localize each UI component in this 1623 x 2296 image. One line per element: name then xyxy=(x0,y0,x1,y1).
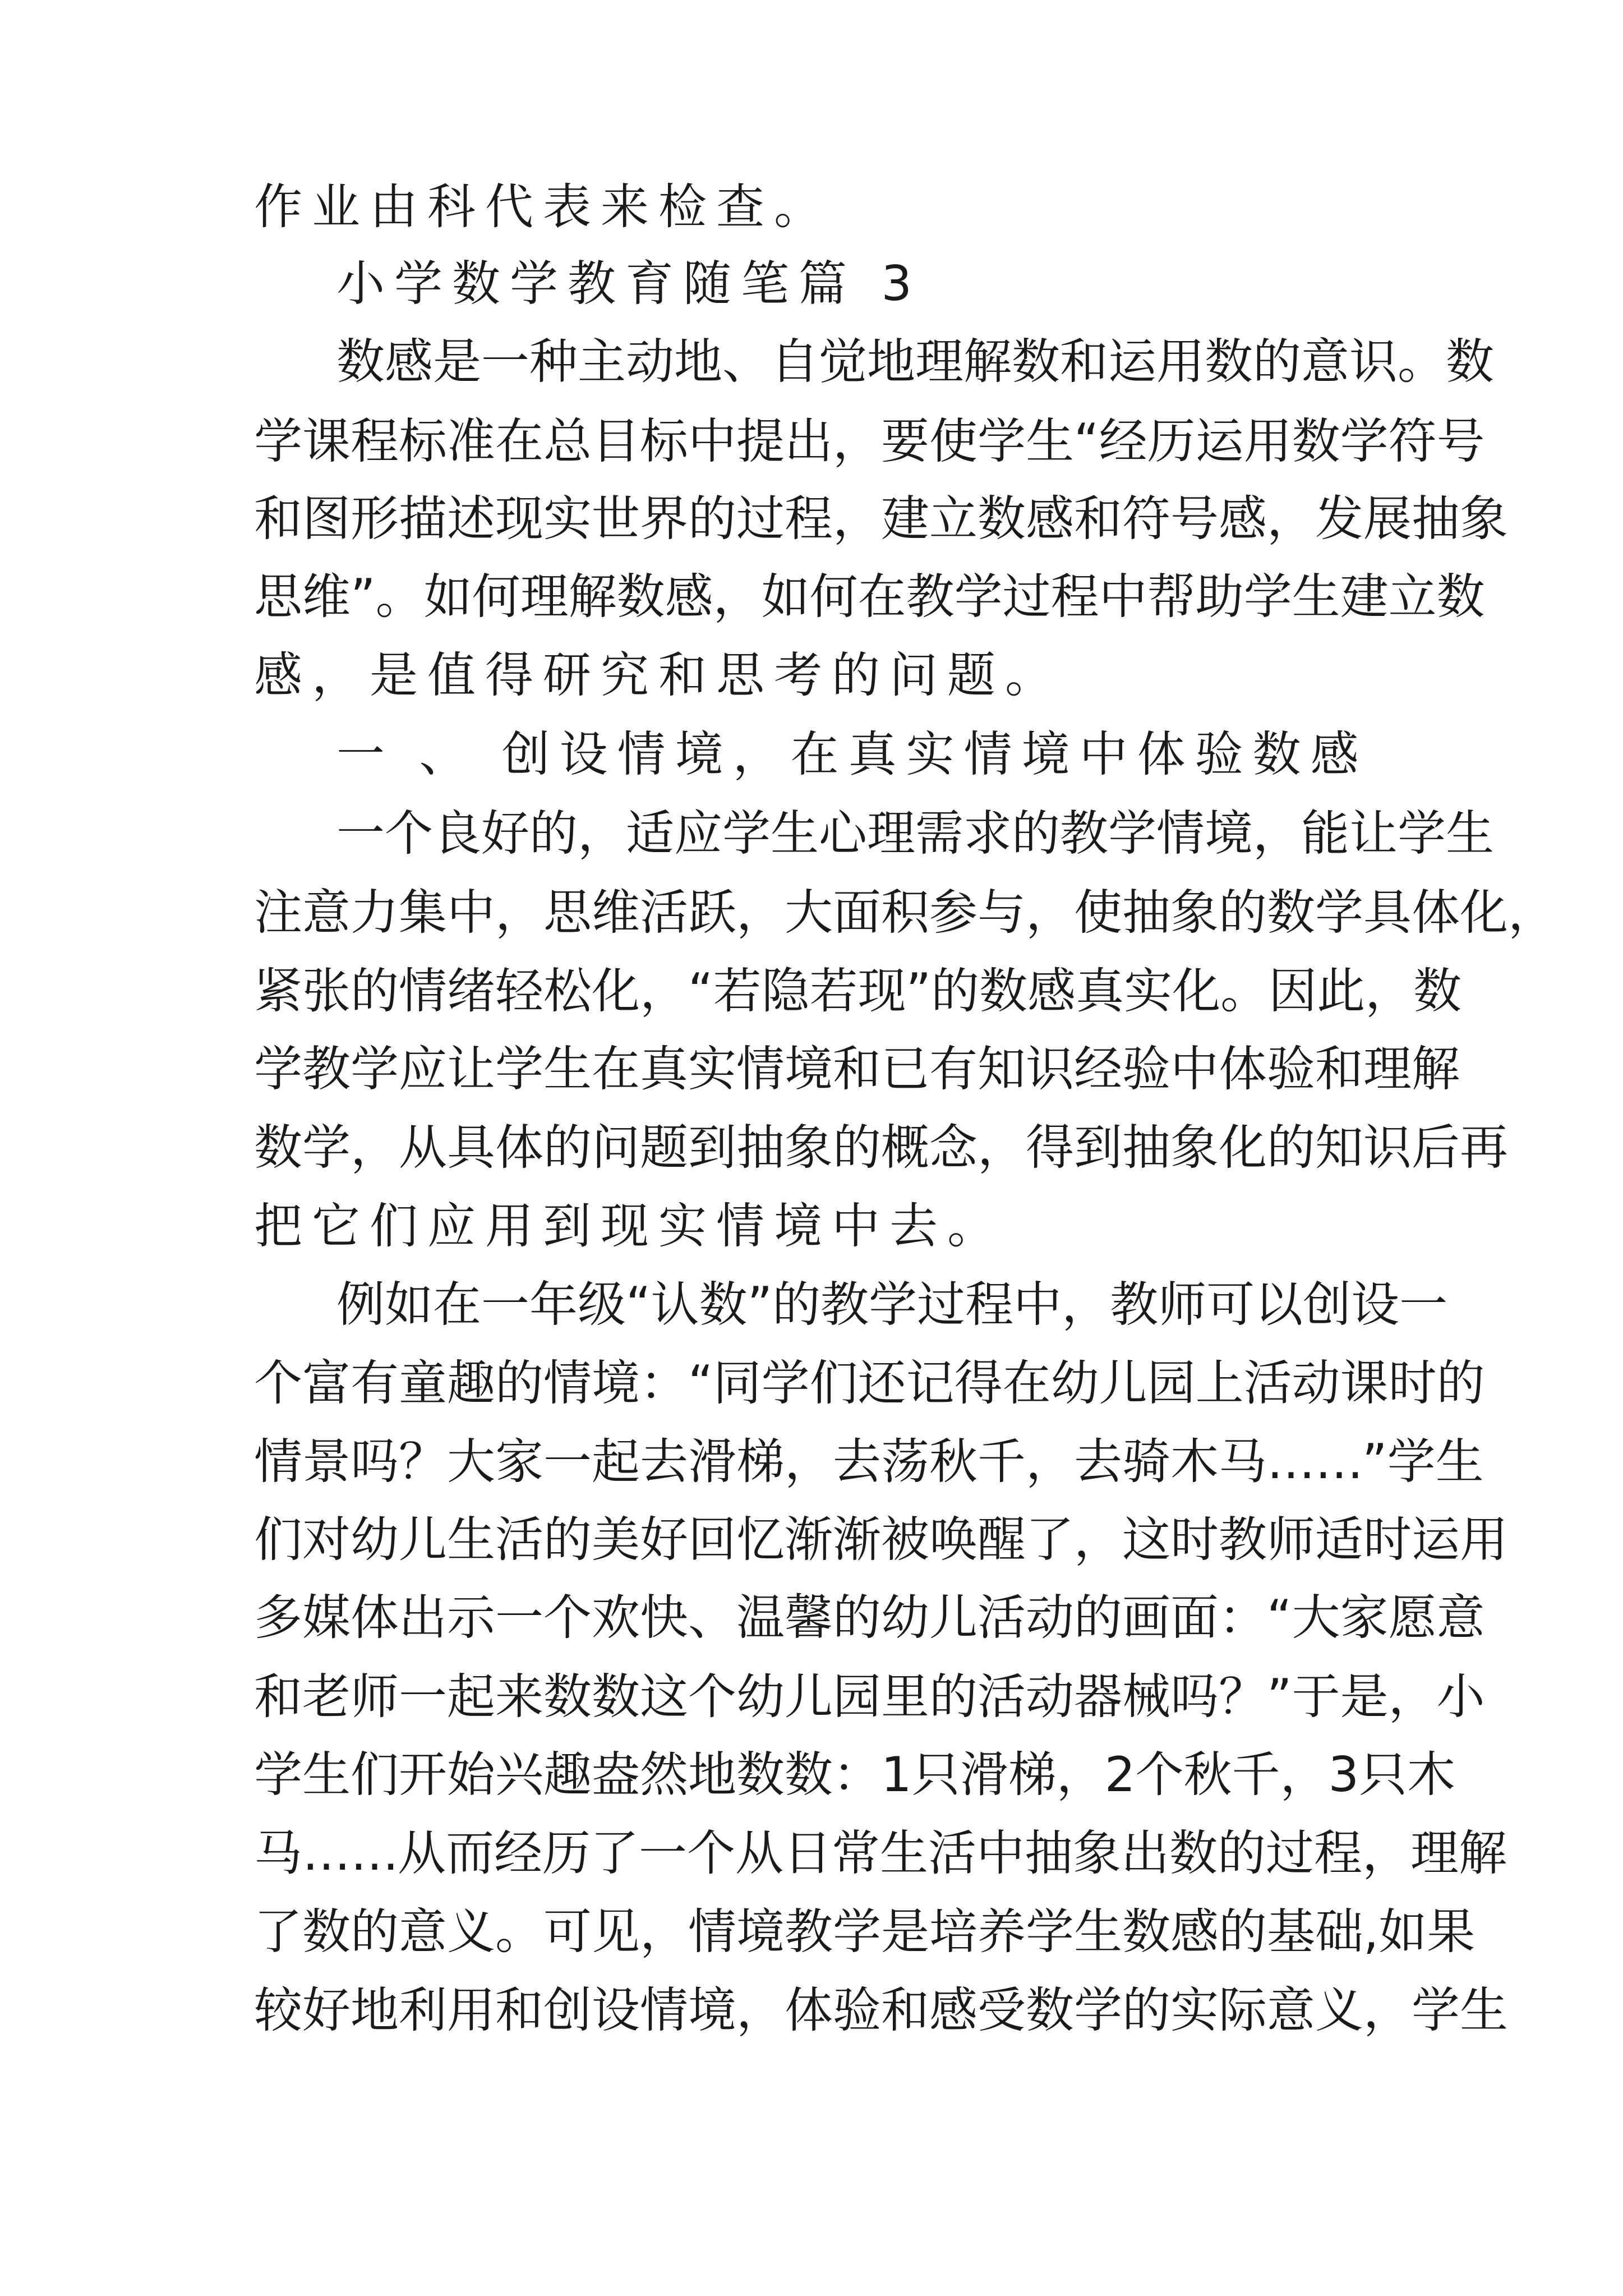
text-line-13: 数 学 ， 从 具 体 的 问 题 到 抽 象 的 概 念 ， 得 到 抽 象 化 的 知 识 后 再 xyxy=(254,1120,1508,1176)
text-line-14: 把它们应用到现实情境中去。 xyxy=(254,1198,1005,1254)
text-line-8: 一 、 创设情境，在真实情境中体验数感 xyxy=(336,726,1368,783)
text-line-5: 和 图 形 描 述 现 实 世 界 的 过 程 ， 建 立 数 感 和 符 号 感 ， 发 展 抽 象 xyxy=(254,491,1508,547)
text-line-10: 注 意 力 集 中 ， 思 维 活 跃 ， 大 面 积 参 与 ， 使 抽 象 的 数 学 具 体 化 ， xyxy=(254,885,1556,941)
text-line-1: 作业由科代表来检查。 xyxy=(254,179,832,235)
text-line-11: 紧 张 的 情 绪 轻 松 化 ， “ 若 隐 若 现 ” 的 数 感 真 实 化 。 因 此 ， 数 xyxy=(254,963,1462,1019)
text-line-7: 感，是值得研究和思考的问题。 xyxy=(254,647,1063,703)
text-line-17: 情 景 吗 ？ 大 家 一 起 去 滑 梯 ， 去 荡 秋 千 ， 去 骑 木 马 …… ” 学 生 xyxy=(254,1434,1484,1490)
text-line-20: 和 老 师 一 起 来 数 数 这 个 幼 儿 园 里 的 活 动 器 械 吗 ？ ” 于 是 ， 小 xyxy=(254,1669,1485,1725)
text-line-23: 了 数 的 意 义 。 可 见 ， 情 境 教 学 是 培 养 学 生 数 感 的 基 础 , 如 果 xyxy=(254,1904,1476,1960)
text-line-18: 们 对 幼 儿 生 活 的 美 好 回 忆 渐 渐 被 唤 醒 了 ， 这 时 教 师 适 时 运 用 xyxy=(254,1512,1508,1568)
text-line-24: 较 好 地 利 用 和 创 设 情 境 ， 体 验 和 感 受 数 学 的 实 际 意 义 ， 学 生 xyxy=(254,1982,1508,2039)
text-line-22: 马 …… 从 而 经 历 了 一 个 从 日 常 生 活 中 抽 象 出 数 的 过 程 ， 理 解 xyxy=(254,1825,1507,1881)
text-line-12: 学 教 学 应 让 学 生 在 真 实 情 境 和 已 有 知 识 经 验 中 体 验 和 理 解 xyxy=(254,1041,1460,1097)
text-line-4: 学 课 程 标 准 在 总 目 标 中 提 出 ， 要 使 学 生 “ 经 历 运 用 数 学 符 号 xyxy=(254,413,1485,470)
text-line-19: 多 媒 体 出 示 一 个 欢 快 、 温 馨 的 幼 儿 活 动 的 画 面 ： “ 大 家 愿 意 xyxy=(254,1590,1485,1646)
text-line-21: 学 生 们 开 始 兴 趣 盎 然 地 数 数 ： 1 只 滑 梯 ， 2 个 秋 千 ， 3 只 木 xyxy=(254,1747,1456,1803)
text-line-9: 一 个 良 好 的 ， 适 应 学 生 心 理 需 求 的 教 学 情 境 ， 能 让 学 生 xyxy=(336,806,1494,862)
text-line-2: 小学数学教育随笔篇 3 xyxy=(336,256,922,312)
text-line-15: 例 如 在 一 年 级 “ 认 数 ” 的 教 学 过 程 中 ， 教 师 可 以 创 设 一 xyxy=(336,1277,1448,1333)
text-line-6: 思 维 ” 。 如 何 理 解 数 感 ， 如 何 在 教 学 过 程 中 帮 助 学 生 建 立 数 xyxy=(254,569,1485,625)
text-line-16: 个 富 有 童 趣 的 情 境 ： “ 同 学 们 还 记 得 在 幼 儿 园 上 活 动 课 时 的 xyxy=(254,1355,1485,1411)
text-line-3: 数 感 是 一 种 主 动 地 、 自 觉 地 理 解 数 和 运 用 数 的 意 识 。 数 xyxy=(336,334,1494,390)
